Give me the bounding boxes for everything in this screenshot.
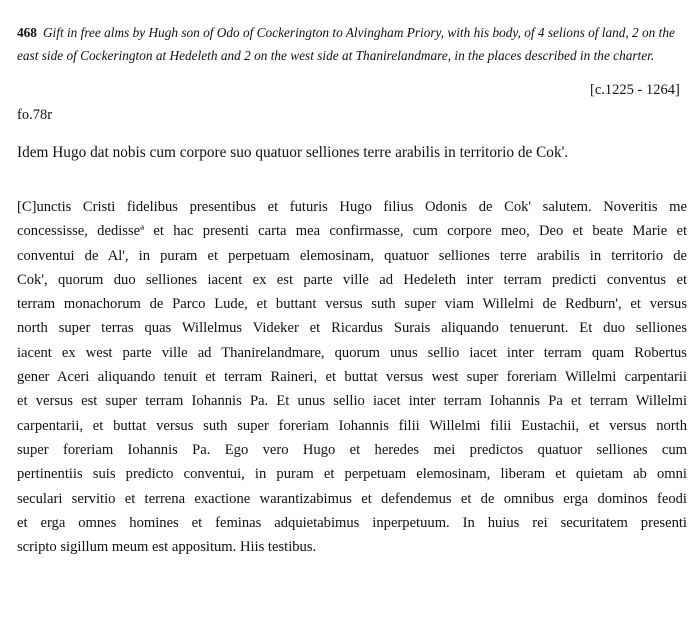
entry-date: [c.1225 - 1264] xyxy=(590,82,680,98)
charter-line: terram monachorum de Parco Lude, et buttant versus suth super viam Willelmi de Redburn', et versus xyxy=(17,296,687,313)
charter-line: [C]unctis Cristi fidelibus presentibus et futuris Hugo filius Odonis de Cok' salutem. Noveritis me xyxy=(17,199,687,215)
charter-line: pertinentiis suis predicto conventui, in puram et perpetuam elemosinam, liberam et quietam ab omni xyxy=(17,466,687,483)
entry-summary: Idem Hugo dat nobis cum corpore suo quatuor selliones terre arabilis in territorio de Cok'. xyxy=(17,144,569,161)
charter-line: concessisse, dedisseª et hac presenti carta mea confirmasse, cum corpore meo, Deo et beate Marie et xyxy=(17,223,687,240)
charter-line: super foreriam Iohannis Pa. Ego vero Hugo et heredes mei predictos quatuor selliones cum xyxy=(17,441,687,458)
charter-line: seculari servitio et terrena exactione warantizabimus et defendemus et de omnibus erga dominos feodi xyxy=(17,490,687,507)
charter-line: north super terras quas Willelmus Videker et Ricardus Surais aliquando tenuerunt. Et duo selliones xyxy=(17,320,687,337)
entry-number: 468 xyxy=(17,25,37,40)
folio-reference: fo.78r xyxy=(17,107,53,123)
entry-heading-text: Gift in free alms by Hugh son of Odo of Cockerington to Alvingham Priory, with his body, of 4 selions of land, 2 on the east side of Cockerington at Hedeleth and 2 on the west side at Thanirelandmare, in the places described in the charter. xyxy=(17,25,675,63)
charter-line: conventui de Al', in puram et perpetuam elemosinam, quatuor selliones terre arabilis in territorio de xyxy=(17,247,687,264)
charter-line: scripto sigillum meum est appositum. Hiis testibus. xyxy=(17,539,317,556)
charter-line: gener Aceri aliquando tenuit et terram Raineri, et buttat versus west super foreriam Willelmi carpentarii xyxy=(17,369,687,386)
charter-line: et versus est super terram Iohannis Pa. Et unus sellio iacet inter terram Iohannis Pa et terram Willelmi xyxy=(17,393,687,410)
charter-line: et erga omnes homines et feminas adquietabimus inperpetuum. In huius rei securitatem presenti xyxy=(17,514,687,531)
charter-line: Cok', quorum duo selliones iacent ex est parte ville ad Hedeleth inter terram predicti conventus et xyxy=(17,271,687,288)
charter-line: iacent ex west parte ville ad Thanirelandmare, quorum unus sellio iacet inter terram quam Robertus xyxy=(17,344,687,361)
charter-text xyxy=(17,195,687,559)
charter-line: carpentarii, et buttat versus suth super foreriam Iohannis filii Willelmi filii Eustachii, et versus north xyxy=(17,417,687,434)
entry-heading xyxy=(17,21,681,67)
